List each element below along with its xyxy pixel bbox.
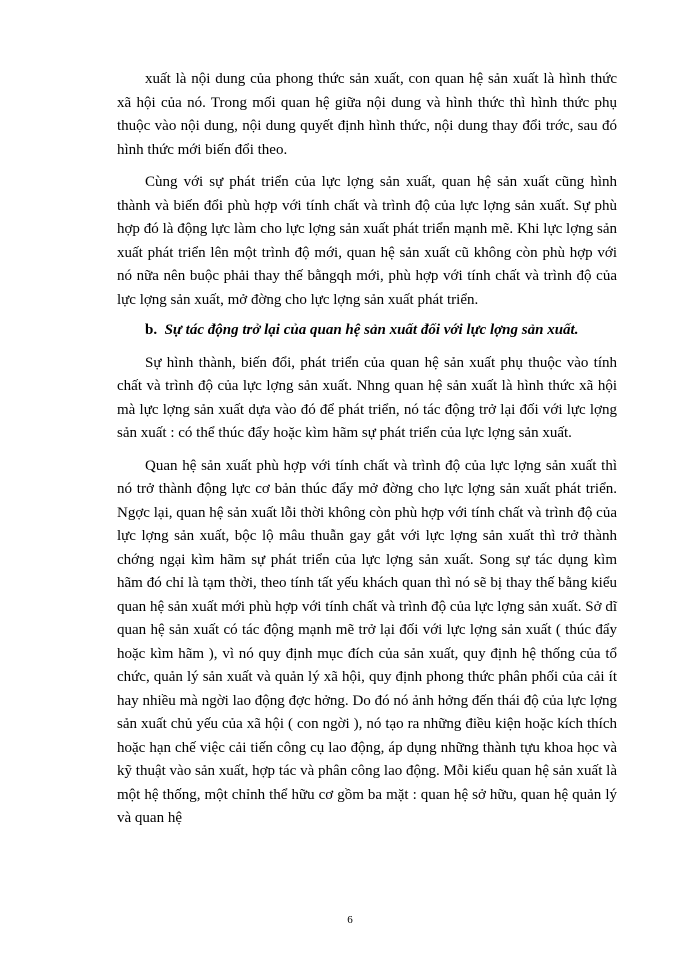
section-heading <box>117 319 617 343</box>
document-body <box>117 68 617 831</box>
section-label: b. <box>145 322 158 338</box>
paragraph: xuất là nội dung của phong thức sản xuất, con quan hệ sản xuất là hình thức xã hội của nó. Trong mối quan hệ giữa nội dung và hình thức thì hình thức phụ thuộc vào nội dung, nội dung quyết định hình thức, nội dung thay đổi trớc, sau đó hình thức mới biến đổi theo. <box>117 71 617 158</box>
paragraph: Cùng với sự phát triển của lực lợng sản xuất, quan hệ sản xuất cũng hình thành và biến đổi phù hợp với tính chất và trình độ của lực lợng sản xuất. Sự phù hợp đó là động lực làm cho lực lợng sản xuất phát triển mạnh mẽ. Khi lực lợng sản xuất phát triển lên một trình độ mới, quan hệ sản xuất cũ không còn phù hợp với nó nữa nên buộc phải thay thế bằngqh mới, phù hợp với tính chất và trình độ của lực lợng sản xuất, mở đờng cho lực lợng sản xuất phát triển. <box>117 174 617 308</box>
paragraph: Quan hệ sản xuất phù hợp với tính chất và trình độ của lực lợng sản xuất thì nó trở thành động lực cơ bản thúc đẩy mở đờng cho lực lợng sản xuất phát triển. Ngợc lại, quan hệ sản xuất lỗi thời không còn phù hợp với tính chất và trình độ của lực lợng sản xuất, bộc lộ mâu thuẫn gay gắt với lực lợng sản xuất thì trở thành chớng ngại kìm hãm sự phát triển của lực lợng sản xuất. Song sự tác dụng kìm hãm đó chỉ là tạm thời, theo tính tất yếu khách quan thì nó sẽ bị thay thế bằng kiểu quan hệ sản xuất mới phù hợp với tính chất và trình độ của lực lợng sản xuất. Sở dĩ quan hệ sản xuất có tác động mạnh mẽ trở lại đối với lực lợng sản xuất ( thúc đẩy hoặc kìm hãm ), vì nó quy định mục đích của sản xuất, quy định hệ thống của tổ chức, quản lý sản xuất và quản lý xã hội, quy định phong thức phân phối của cải ít hay nhiều mà ngời lao động đợc hởng. Do đó nó ảnh hởng đến thái độ của lực lợng sản xuất chủ yếu của xã hội ( con ngời ), nó tạo ra những điều kiện hoặc kích thích hoặc hạn chế việc cải tiến công cụ lao động, áp dụng những thành tựu khoa học và kỹ thuật vào sản xuất, hợp tác và phân công lao động. Mỗi kiểu quan hệ sản xuất là một hệ thống, một chỉnh thể hữu cơ gồm ba mặt : quan hệ sở hữu, quan hệ quản lý và quan hệ <box>117 457 617 826</box>
paragraph: Sự hình thành, biến đổi, phát triển của quan hệ sản xuất phụ thuộc vào tính chất và trình độ của lực lợng sản xuất. Nhng quan hệ sản xuất là hình thức xã hội mà lực lợng sản xuất dựa vào đó để phát triển, nó tác động trở lại đối với lực lợng sản xuất : có thể thúc đẩy hoặc kìm hãm sự phát triển của lực lợng sản xuất. <box>117 354 617 441</box>
section-heading-text: Sự tác động trở lại của quan hệ sản xuất đối với lực lợng sản xuất. <box>164 322 579 338</box>
page-number: 6 <box>347 914 353 926</box>
